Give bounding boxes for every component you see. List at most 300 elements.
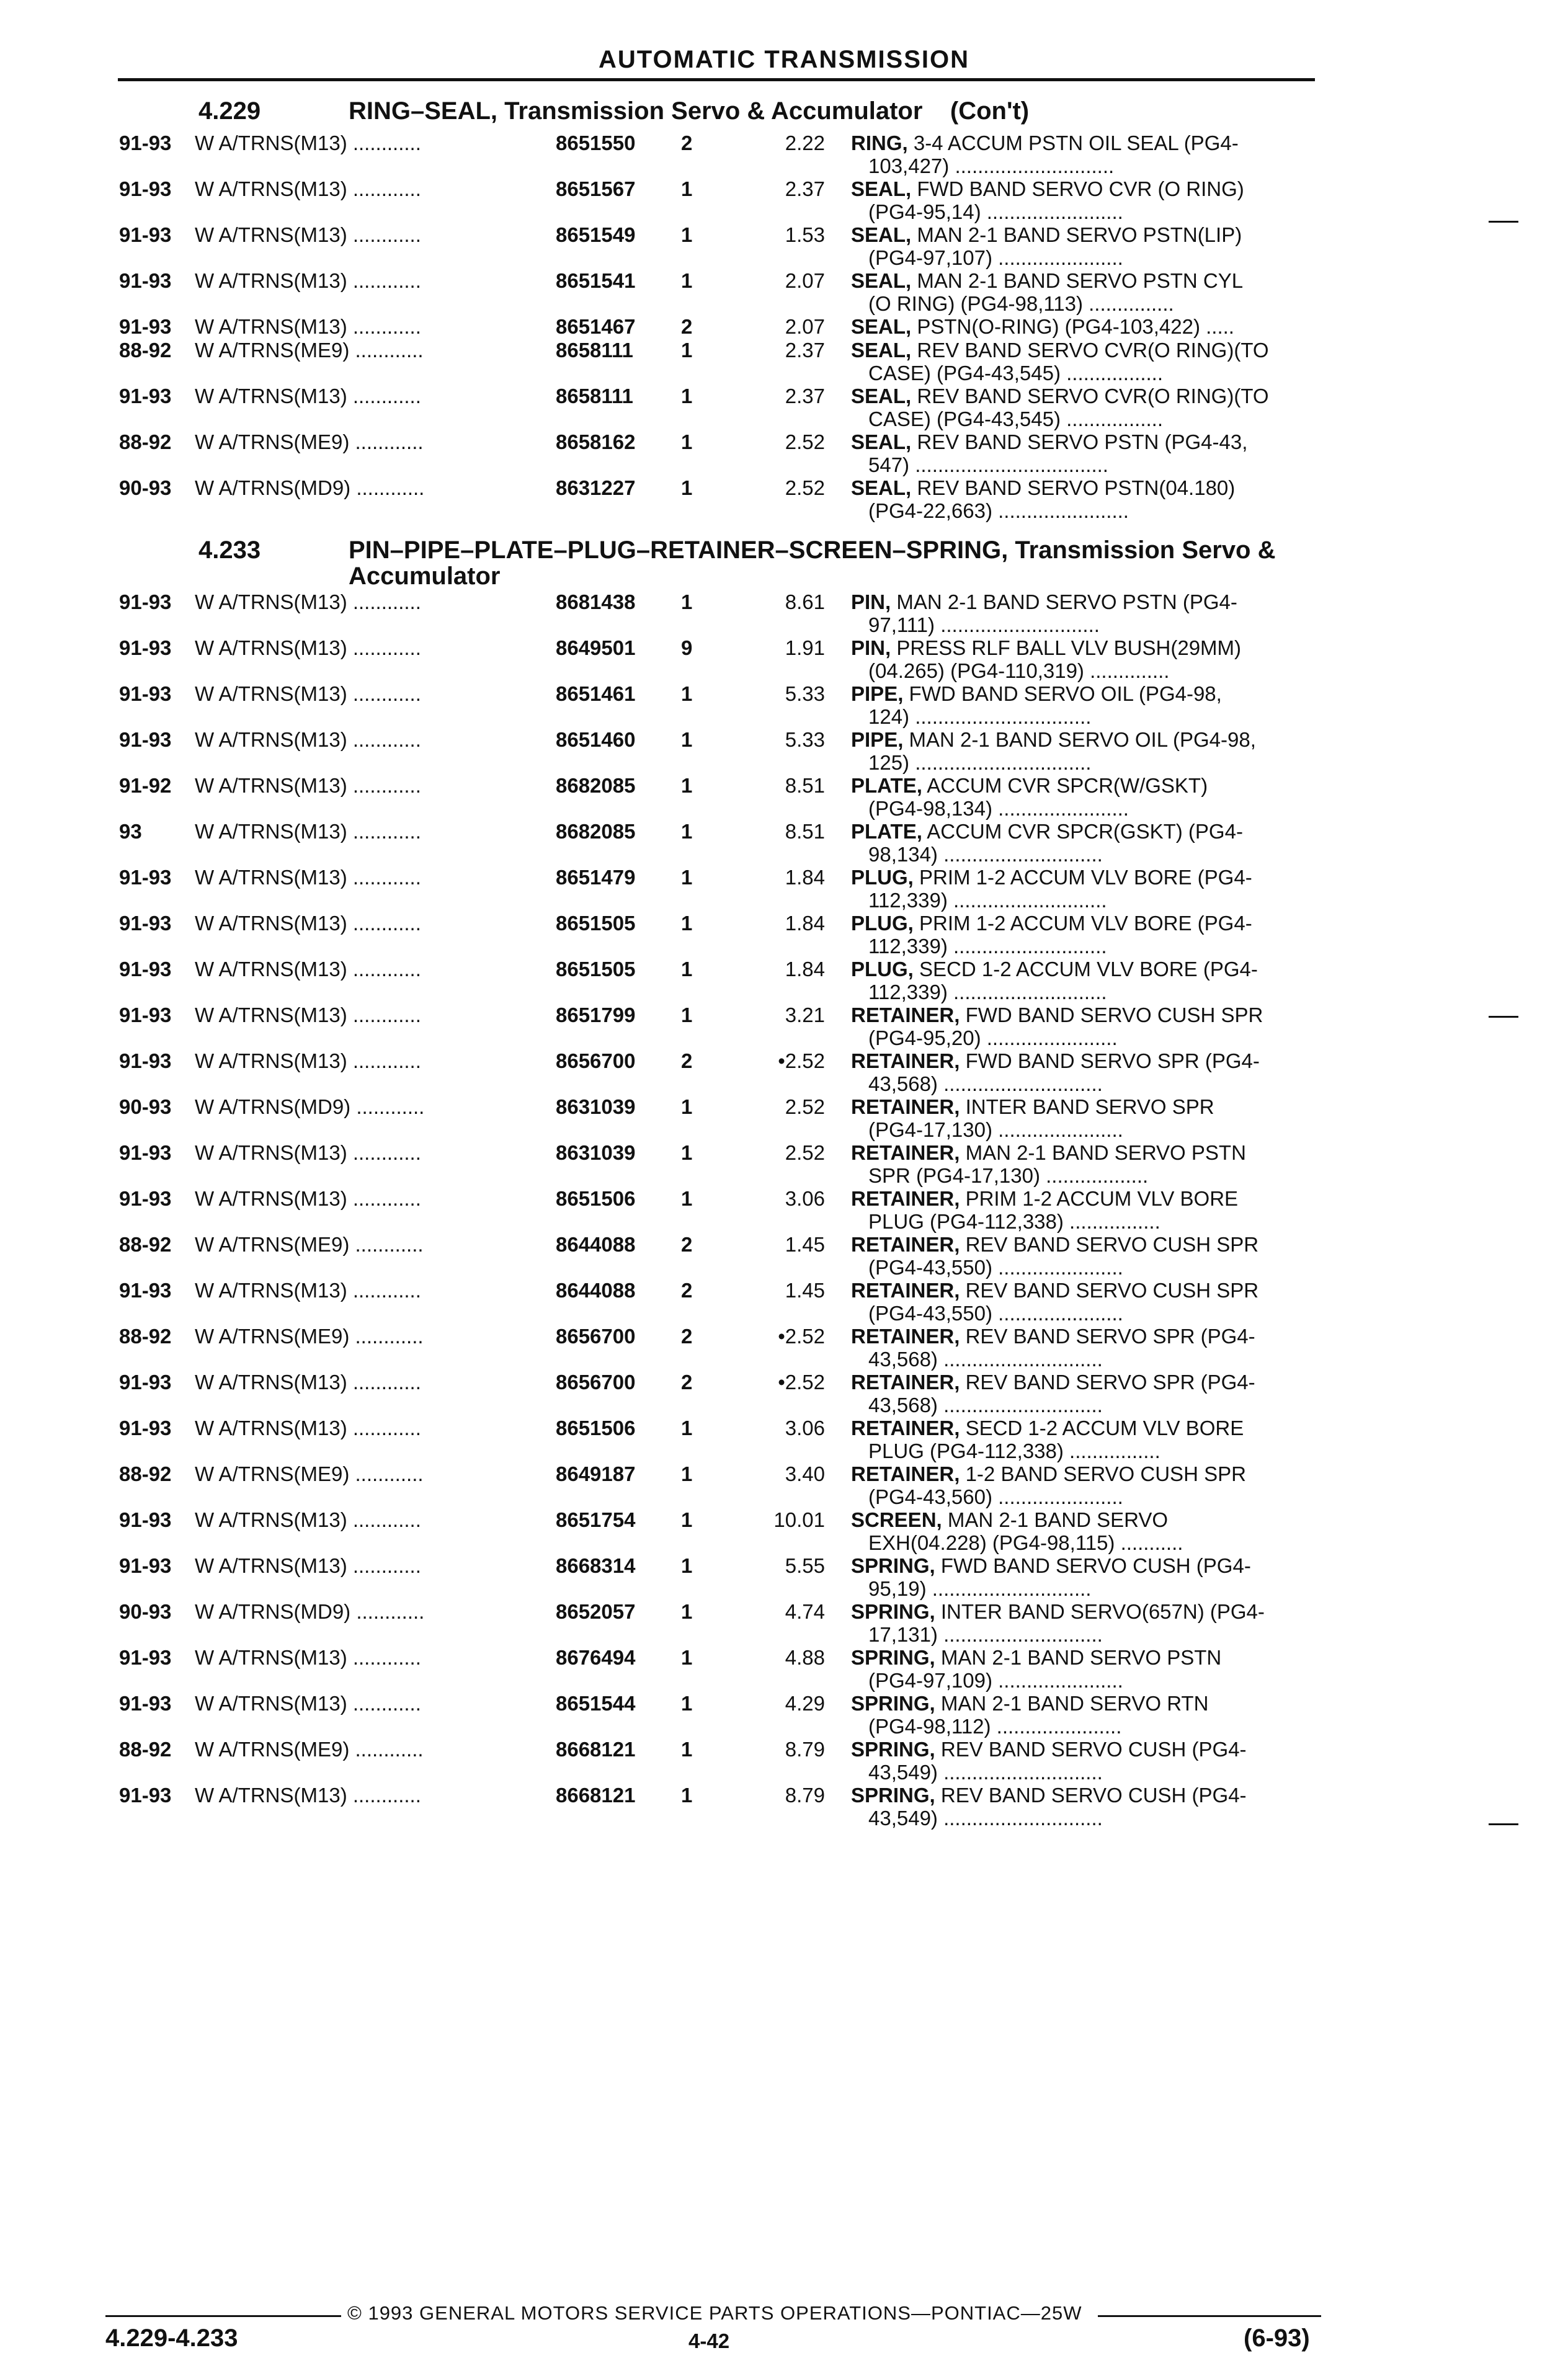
page-title: AUTOMATIC TRANSMISSION bbox=[598, 46, 970, 73]
description-continuation: 43,568) ............................ bbox=[868, 1072, 1103, 1095]
price: 8.51 bbox=[785, 820, 825, 843]
description-text: REV BAND SERVO PSTN(04.180) bbox=[911, 476, 1236, 499]
table-row bbox=[0, 223, 1568, 268]
table-row bbox=[0, 1003, 1568, 1048]
part-number: 8658111 bbox=[556, 385, 633, 407]
price: 2.52 bbox=[785, 1095, 825, 1118]
price: 2.37 bbox=[785, 177, 825, 200]
description-text: FWD BAND SERVO OIL (PG4-98, bbox=[903, 682, 1222, 705]
table-row bbox=[0, 1371, 1568, 1415]
description-text: FWD BAND SERVO CUSH SPR bbox=[960, 1003, 1263, 1026]
description-noun: SPRING, bbox=[851, 1692, 935, 1715]
application: W A/TRNS(M13) ............ bbox=[195, 1049, 421, 1072]
price: •2.52 bbox=[778, 1371, 825, 1394]
part-number: 8658111 bbox=[556, 339, 633, 362]
model-years: 88-92 bbox=[119, 1233, 172, 1256]
description-text: MAN 2-1 BAND SERVO PSTN bbox=[935, 1646, 1222, 1669]
quantity: 1 bbox=[681, 1095, 693, 1118]
table-row bbox=[0, 958, 1568, 1002]
table-row bbox=[0, 1233, 1568, 1278]
price: 1.91 bbox=[785, 636, 825, 659]
description bbox=[851, 1600, 1307, 1646]
description-noun: SPRING, bbox=[851, 1784, 935, 1807]
model-years: 91-93 bbox=[119, 636, 172, 659]
description-text: REV BAND SERVO CUSH (PG4- bbox=[935, 1784, 1247, 1807]
part-number: 8651567 bbox=[556, 177, 636, 200]
application: W A/TRNS(ME9) ............ bbox=[195, 1325, 424, 1348]
application: W A/TRNS(MD9) ............ bbox=[195, 1600, 425, 1623]
price: 3.21 bbox=[785, 1003, 825, 1026]
part-number: 8631227 bbox=[556, 476, 636, 499]
application: W A/TRNS(M13) ............ bbox=[195, 774, 421, 797]
application: W A/TRNS(ME9) ............ bbox=[195, 1462, 424, 1485]
application: W A/TRNS(ME9) ............ bbox=[195, 1738, 424, 1761]
part-number: 8651544 bbox=[556, 1692, 636, 1715]
model-years: 90-93 bbox=[119, 1095, 172, 1118]
description-text: SECD 1-2 ACCUM VLV BORE bbox=[960, 1417, 1244, 1439]
table-row bbox=[0, 1738, 1568, 1782]
description-noun: PLATE, bbox=[851, 820, 922, 843]
table-row bbox=[0, 385, 1568, 429]
quantity: 2 bbox=[681, 1325, 693, 1348]
model-years: 90-93 bbox=[119, 1600, 172, 1623]
part-number: 8651506 bbox=[556, 1417, 636, 1439]
model-years: 91-93 bbox=[119, 1646, 172, 1669]
description-text: PRESS RLF BALL VLV BUSH(29MM) bbox=[891, 636, 1242, 659]
description-continuation: (PG4-98,134) ....................... bbox=[868, 797, 1129, 820]
application: W A/TRNS(M13) ............ bbox=[195, 1187, 421, 1210]
application: W A/TRNS(M13) ............ bbox=[195, 728, 421, 751]
application: W A/TRNS(M13) ............ bbox=[195, 1508, 421, 1531]
description-noun: SEAL, bbox=[851, 223, 912, 246]
part-number: 8651799 bbox=[556, 1003, 636, 1026]
price: 4.29 bbox=[785, 1692, 825, 1715]
price: 2.52 bbox=[785, 430, 825, 453]
price: •2.52 bbox=[778, 1325, 825, 1348]
price: 2.52 bbox=[785, 476, 825, 499]
model-years: 93 bbox=[119, 820, 142, 843]
price: •2.52 bbox=[778, 1049, 825, 1072]
description-text: REV BAND SERVO PSTN (PG4-43, bbox=[911, 430, 1248, 453]
price: 8.79 bbox=[785, 1784, 825, 1807]
description bbox=[851, 1692, 1307, 1738]
description-continuation: (PG4-97,109) ...................... bbox=[868, 1669, 1123, 1692]
description-noun: PLUG, bbox=[851, 958, 914, 981]
price: 4.74 bbox=[785, 1600, 825, 1623]
description bbox=[851, 728, 1307, 774]
table-row bbox=[0, 1508, 1568, 1553]
model-years: 91-93 bbox=[119, 1508, 172, 1531]
description-noun: RETAINER, bbox=[851, 1003, 960, 1026]
description bbox=[851, 1325, 1307, 1371]
quantity: 1 bbox=[681, 1692, 693, 1715]
description-noun: RETAINER, bbox=[851, 1279, 960, 1302]
price: 4.88 bbox=[785, 1646, 825, 1669]
description-text: MAN 2-1 BAND SERVO PSTN bbox=[960, 1141, 1246, 1164]
quantity: 1 bbox=[681, 682, 693, 705]
model-years: 91-93 bbox=[119, 728, 172, 751]
part-number: 8651549 bbox=[556, 223, 636, 246]
footer-rule-left bbox=[105, 2315, 341, 2317]
description bbox=[851, 1279, 1307, 1325]
application: W A/TRNS(M13) ............ bbox=[195, 682, 421, 705]
description-noun: PIPE, bbox=[851, 682, 904, 705]
quantity: 1 bbox=[681, 177, 693, 200]
description-text: ACCUM CVR SPCR(GSKT) (PG4- bbox=[922, 820, 1243, 843]
description-text: REV BAND SERVO CVR(O RING)(TO bbox=[911, 339, 1269, 362]
description-text: MAN 2-1 BAND SERVO OIL (PG4-98, bbox=[903, 728, 1256, 751]
price: 3.06 bbox=[785, 1417, 825, 1439]
description-noun: RETAINER, bbox=[851, 1187, 960, 1210]
table-row bbox=[0, 1692, 1568, 1737]
application: W A/TRNS(M13) ............ bbox=[195, 269, 421, 292]
application: W A/TRNS(M13) ............ bbox=[195, 636, 421, 659]
description-text: INTER BAND SERVO(657N) (PG4- bbox=[935, 1600, 1265, 1623]
table-row bbox=[0, 1462, 1568, 1507]
price: 2.07 bbox=[785, 269, 825, 292]
part-number: 8644088 bbox=[556, 1233, 636, 1256]
price: 5.55 bbox=[785, 1554, 825, 1577]
quantity: 1 bbox=[681, 1003, 693, 1026]
model-years: 91-93 bbox=[119, 958, 172, 981]
description-text: SECD 1-2 ACCUM VLV BORE (PG4- bbox=[913, 958, 1258, 981]
quantity: 1 bbox=[681, 476, 693, 499]
part-number: 8682085 bbox=[556, 774, 636, 797]
description-continuation: 103,427) ............................ bbox=[868, 154, 1115, 177]
quantity: 1 bbox=[681, 866, 693, 889]
table-row bbox=[0, 636, 1568, 681]
application: W A/TRNS(ME9) ............ bbox=[195, 1233, 424, 1256]
quantity: 1 bbox=[681, 820, 693, 843]
description-noun: RETAINER, bbox=[851, 1417, 960, 1439]
description-continuation: 43,549) ............................ bbox=[868, 1807, 1103, 1830]
description-text: PSTN(O-RING) (PG4-103,422) ..... bbox=[911, 315, 1234, 338]
application: W A/TRNS(MD9) ............ bbox=[195, 476, 425, 499]
part-number: 8682085 bbox=[556, 820, 636, 843]
model-years: 91-93 bbox=[119, 223, 172, 246]
description-text: MAN 2-1 BAND SERVO RTN bbox=[935, 1692, 1209, 1715]
footer-section-range: 4.229-4.233 bbox=[105, 2324, 238, 2352]
part-number: 8651754 bbox=[556, 1508, 636, 1531]
description bbox=[851, 430, 1307, 476]
description bbox=[851, 315, 1307, 338]
description-text: MAN 2-1 BAND SERVO bbox=[942, 1508, 1169, 1531]
footer-copyright: © 1993 GENERAL MOTORS SERVICE PARTS OPERATIONS—PONTIAC—25W bbox=[347, 2302, 1082, 2324]
description-continuation: 112,339) ........................... bbox=[868, 889, 1107, 912]
part-number: 8649501 bbox=[556, 636, 636, 659]
description-continuation: 124) ............................... bbox=[868, 705, 1092, 728]
description-text: INTER BAND SERVO SPR bbox=[960, 1095, 1214, 1118]
quantity: 1 bbox=[681, 430, 693, 453]
model-years: 91-93 bbox=[119, 1049, 172, 1072]
description-noun: SEAL, bbox=[851, 476, 912, 499]
table-row bbox=[0, 177, 1568, 222]
description bbox=[851, 385, 1307, 430]
table-row bbox=[0, 1095, 1568, 1140]
description-noun: SEAL, bbox=[851, 385, 912, 407]
description-text: PRIM 1-2 ACCUM VLV BORE (PG4- bbox=[913, 866, 1252, 889]
description-continuation: CASE) (PG4-43,545) ................. bbox=[868, 362, 1163, 385]
quantity: 1 bbox=[681, 1646, 693, 1669]
description-noun: SEAL, bbox=[851, 339, 912, 362]
application: W A/TRNS(M13) ............ bbox=[195, 1646, 421, 1669]
description-noun: RETAINER, bbox=[851, 1371, 960, 1394]
quantity: 1 bbox=[681, 1554, 693, 1577]
description-continuation: EXH(04.228) (PG4-98,115) ........... bbox=[868, 1531, 1183, 1554]
price: 8.51 bbox=[785, 774, 825, 797]
description-continuation: (PG4-22,663) ....................... bbox=[868, 499, 1129, 522]
description-noun: SEAL, bbox=[851, 430, 912, 453]
table-row bbox=[0, 269, 1568, 314]
section-number: 4.233 bbox=[198, 536, 261, 564]
quantity: 1 bbox=[681, 1462, 693, 1485]
description bbox=[851, 223, 1307, 269]
application: W A/TRNS(ME9) ............ bbox=[195, 339, 424, 362]
model-years: 91-93 bbox=[119, 1187, 172, 1210]
table-row bbox=[0, 1049, 1568, 1094]
table-row bbox=[0, 590, 1568, 635]
description-noun: PIPE, bbox=[851, 728, 904, 751]
description-continuation: 97,111) ............................ bbox=[868, 613, 1100, 636]
footer-date: (6-93) bbox=[1244, 2324, 1310, 2352]
description-noun: SCREEN, bbox=[851, 1508, 942, 1531]
description-noun: SEAL, bbox=[851, 315, 912, 338]
quantity: 2 bbox=[681, 1049, 693, 1072]
model-years: 90-93 bbox=[119, 476, 172, 499]
application: W A/TRNS(M13) ............ bbox=[195, 131, 421, 154]
section-title: PIN–PIPE–PLATE–PLUG–RETAINER–SCREEN–SPRING, Transmission Servo & Accumulator bbox=[349, 536, 1276, 590]
description-noun: RETAINER, bbox=[851, 1325, 960, 1348]
description-continuation: 112,339) ........................... bbox=[868, 935, 1107, 958]
description-text: ACCUM CVR SPCR(W/GSKT) bbox=[922, 774, 1208, 797]
table-row bbox=[0, 476, 1568, 521]
description-continuation: (PG4-95,20) ....................... bbox=[868, 1026, 1118, 1049]
model-years: 91-93 bbox=[119, 866, 172, 889]
description-text: MAN 2-1 BAND SERVO PSTN (PG4- bbox=[891, 590, 1237, 613]
model-years: 91-93 bbox=[119, 1692, 172, 1715]
description-noun: RING, bbox=[851, 131, 908, 154]
model-years: 88-92 bbox=[119, 1738, 172, 1761]
description bbox=[851, 820, 1307, 866]
table-row bbox=[0, 728, 1568, 773]
table-row bbox=[0, 1600, 1568, 1645]
quantity: 1 bbox=[681, 1600, 693, 1623]
description-text: 1-2 BAND SERVO CUSH SPR bbox=[960, 1462, 1246, 1485]
description-text: REV BAND SERVO CUSH (PG4- bbox=[935, 1738, 1247, 1761]
description-continuation: 98,134) ............................ bbox=[868, 843, 1103, 866]
description bbox=[851, 1738, 1307, 1784]
application: W A/TRNS(M13) ............ bbox=[195, 223, 421, 246]
price: 5.33 bbox=[785, 728, 825, 751]
quantity: 1 bbox=[681, 1417, 693, 1439]
price: 3.40 bbox=[785, 1462, 825, 1485]
quantity: 1 bbox=[681, 912, 693, 935]
quantity: 1 bbox=[681, 339, 693, 362]
model-years: 91-93 bbox=[119, 315, 172, 338]
description-text: FWD BAND SERVO CUSH (PG4- bbox=[935, 1554, 1251, 1577]
part-number: 8651506 bbox=[556, 1187, 636, 1210]
model-years: 88-92 bbox=[119, 1462, 172, 1485]
model-years: 91-93 bbox=[119, 131, 172, 154]
description-continuation: (O RING) (PG4-98,113) ............... bbox=[868, 292, 1174, 315]
price: 1.84 bbox=[785, 912, 825, 935]
model-years: 91-93 bbox=[119, 1554, 172, 1577]
quantity: 1 bbox=[681, 590, 693, 613]
description-text: FWD BAND SERVO CVR (O RING) bbox=[911, 177, 1244, 200]
description bbox=[851, 958, 1307, 1003]
part-number: 8631039 bbox=[556, 1095, 636, 1118]
part-number: 8651541 bbox=[556, 269, 636, 292]
description-noun: RETAINER, bbox=[851, 1141, 960, 1164]
part-number: 8656700 bbox=[556, 1325, 636, 1348]
part-number: 8651460 bbox=[556, 728, 636, 751]
description-noun: SEAL, bbox=[851, 269, 912, 292]
description-text: MAN 2-1 BAND SERVO PSTN(LIP) bbox=[911, 223, 1242, 246]
quantity: 1 bbox=[681, 958, 693, 981]
price: 2.52 bbox=[785, 1141, 825, 1164]
description-noun: RETAINER, bbox=[851, 1462, 960, 1485]
table-row bbox=[0, 131, 1568, 176]
description bbox=[851, 339, 1307, 385]
description bbox=[851, 1554, 1307, 1600]
part-number: 8676494 bbox=[556, 1646, 636, 1669]
part-number: 8651467 bbox=[556, 315, 636, 338]
table-row bbox=[0, 339, 1568, 383]
price: 5.33 bbox=[785, 682, 825, 705]
quantity: 2 bbox=[681, 315, 693, 338]
quantity: 1 bbox=[681, 728, 693, 751]
description-noun: PLUG, bbox=[851, 912, 914, 935]
description-text: REV BAND SERVO CUSH SPR bbox=[960, 1279, 1259, 1302]
price: 8.79 bbox=[785, 1738, 825, 1761]
part-number: 8649187 bbox=[556, 1462, 636, 1485]
model-years: 91-93 bbox=[119, 1417, 172, 1439]
table-row bbox=[0, 430, 1568, 475]
description-noun: PIN, bbox=[851, 636, 891, 659]
table-row bbox=[0, 682, 1568, 727]
description-text: REV BAND SERVO SPR (PG4- bbox=[960, 1371, 1255, 1394]
model-years: 91-93 bbox=[119, 1141, 172, 1164]
description-text: MAN 2-1 BAND SERVO PSTN CYL bbox=[911, 269, 1244, 292]
description-continuation: 43,568) ............................ bbox=[868, 1348, 1103, 1371]
description bbox=[851, 1417, 1307, 1462]
description-continuation: 125) ............................... bbox=[868, 751, 1092, 774]
price: 1.45 bbox=[785, 1233, 825, 1256]
quantity: 9 bbox=[681, 636, 693, 659]
description-continuation: SPR (PG4-17,130) .................. bbox=[868, 1164, 1149, 1187]
description-continuation: (PG4-17,130) ...................... bbox=[868, 1118, 1123, 1141]
description bbox=[851, 1187, 1307, 1233]
application: W A/TRNS(MD9) ............ bbox=[195, 1095, 425, 1118]
description-text: 3-4 ACCUM PSTN OIL SEAL (PG4- bbox=[907, 131, 1239, 154]
quantity: 1 bbox=[681, 385, 693, 407]
part-number: 8651479 bbox=[556, 866, 636, 889]
part-number: 8658162 bbox=[556, 430, 636, 453]
model-years: 91-93 bbox=[119, 682, 172, 705]
application: W A/TRNS(M13) ............ bbox=[195, 820, 421, 843]
section-title: RING–SEAL, Transmission Servo & Accumulator (Con't) bbox=[349, 97, 1030, 125]
part-number: 8644088 bbox=[556, 1279, 636, 1302]
part-number: 8656700 bbox=[556, 1371, 636, 1394]
part-number: 8651505 bbox=[556, 912, 636, 935]
part-number: 8668121 bbox=[556, 1738, 636, 1761]
description-noun: SPRING, bbox=[851, 1554, 935, 1577]
price: 1.84 bbox=[785, 958, 825, 981]
price: 2.37 bbox=[785, 339, 825, 362]
description bbox=[851, 1095, 1307, 1141]
table-row bbox=[0, 1784, 1568, 1828]
table-row bbox=[0, 1187, 1568, 1232]
description-continuation: PLUG (PG4-112,338) ................ bbox=[868, 1210, 1160, 1233]
model-years: 91-93 bbox=[119, 1371, 172, 1394]
description-noun: PIN, bbox=[851, 590, 891, 613]
table-row bbox=[0, 1417, 1568, 1461]
description-continuation: (PG4-43,550) ...................... bbox=[868, 1302, 1123, 1325]
quantity: 2 bbox=[681, 131, 693, 154]
quantity: 1 bbox=[681, 1784, 693, 1807]
description bbox=[851, 177, 1307, 223]
description-continuation: PLUG (PG4-112,338) ................ bbox=[868, 1439, 1160, 1462]
description-noun: RETAINER, bbox=[851, 1233, 960, 1256]
quantity: 1 bbox=[681, 1508, 693, 1531]
description bbox=[851, 774, 1307, 820]
price: 2.07 bbox=[785, 315, 825, 338]
part-number: 8631039 bbox=[556, 1141, 636, 1164]
part-number: 8668121 bbox=[556, 1784, 636, 1807]
margin-mark bbox=[1489, 1016, 1518, 1018]
description-continuation: (PG4-98,112) ...................... bbox=[868, 1715, 1122, 1738]
description-continuation: (PG4-43,560) ...................... bbox=[868, 1485, 1123, 1508]
margin-mark bbox=[1489, 221, 1518, 223]
price: 3.06 bbox=[785, 1187, 825, 1210]
description-noun: PLATE, bbox=[851, 774, 922, 797]
table-row bbox=[0, 866, 1568, 910]
description-text: REV BAND SERVO CVR(O RING)(TO bbox=[911, 385, 1269, 407]
application: W A/TRNS(M13) ............ bbox=[195, 866, 421, 889]
price: 2.37 bbox=[785, 385, 825, 407]
description-continuation: 43,568) ............................ bbox=[868, 1394, 1103, 1417]
description-noun: SPRING, bbox=[851, 1646, 935, 1669]
description-continuation: CASE) (PG4-43,545) ................. bbox=[868, 407, 1163, 430]
description-noun: PLUG, bbox=[851, 866, 914, 889]
quantity: 2 bbox=[681, 1279, 693, 1302]
footer-rule-right bbox=[1098, 2315, 1321, 2317]
application: W A/TRNS(M13) ............ bbox=[195, 1417, 421, 1439]
description-continuation: (PG4-95,14) ........................ bbox=[868, 200, 1123, 223]
quantity: 1 bbox=[681, 223, 693, 246]
table-row bbox=[0, 820, 1568, 865]
model-years: 91-93 bbox=[119, 590, 172, 613]
price: 8.61 bbox=[785, 590, 825, 613]
quantity: 1 bbox=[681, 1738, 693, 1761]
description bbox=[851, 1784, 1307, 1830]
description-text: REV BAND SERVO CUSH SPR bbox=[960, 1233, 1259, 1256]
table-row bbox=[0, 1554, 1568, 1599]
table-row bbox=[0, 774, 1568, 819]
table-row bbox=[0, 1646, 1568, 1691]
top-rule bbox=[118, 78, 1315, 81]
model-years: 91-93 bbox=[119, 269, 172, 292]
quantity: 1 bbox=[681, 1187, 693, 1210]
description-text: PRIM 1-2 ACCUM VLV BORE (PG4- bbox=[913, 912, 1252, 935]
application: W A/TRNS(M13) ............ bbox=[195, 1371, 421, 1394]
description bbox=[851, 866, 1307, 912]
footer-page-number: 4-42 bbox=[688, 2329, 730, 2352]
price: 1.84 bbox=[785, 866, 825, 889]
application: W A/TRNS(M13) ............ bbox=[195, 1554, 421, 1577]
application: W A/TRNS(M13) ............ bbox=[195, 1692, 421, 1715]
table-row bbox=[0, 912, 1568, 956]
